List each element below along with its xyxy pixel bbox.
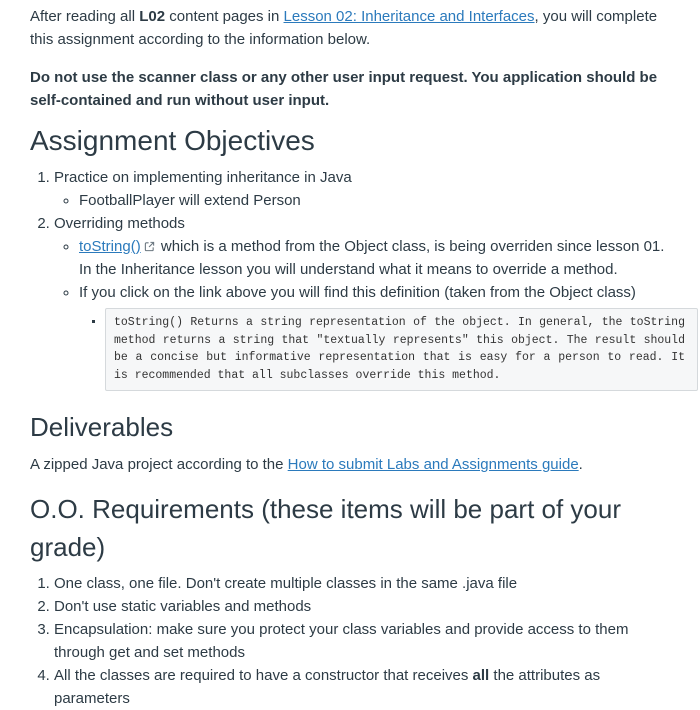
warning-paragraph: Do not use the scanner class or any other user input request. You application should be self-contained and run without user input. [30, 69, 658, 109]
objective-subitem-tostring: ◦ toString() which is a method from the Object class, is being overriden since lesson 01. In the Inheritance lesson you will understand what it means to override a method. [79, 235, 678, 281]
lesson-code: L02 [139, 8, 166, 25]
code-quote-item [105, 308, 685, 391]
objective-subitem-footballplayer: ◦ FootballPlayer will extend Person [79, 189, 678, 212]
deliverables-heading: Deliverables [30, 412, 174, 442]
objective-item-inheritance: 1. Practice on implementing inheritance in Java ◦ FootballPlayer will extend Person [54, 166, 678, 212]
requirement-item: 3. Encapsulation: make sure you protect your class variables and provide access to them through get and set methods [54, 618, 678, 664]
external-link-icon [144, 241, 155, 252]
lesson-link[interactable]: Lesson 02: Inheritance and Interfaces [283, 8, 535, 25]
requirements-list [30, 572, 678, 710]
requirement-item: 2. Don't use static variables and methods [54, 595, 678, 618]
tostring-definition-code: ▪ toString() Returns a string representation of the object. In general, the toString method returns a string that "textually represents" this object. The result should be a concise but informative representation that is easy for a person to read. It is recommended that all subclasses override this method. [105, 308, 698, 391]
requirement-item: 4. All the classes are required to have a constructor that receives all the attributes as parameters [54, 664, 678, 710]
submit-guide-link[interactable]: How to submit Labs and Assignments guide [287, 456, 579, 473]
objectives-heading: Assignment Objectives [30, 125, 315, 156]
requirement-item: 1. One class, one file. Don't create multiple classes in the same .java file [54, 572, 678, 595]
objectives-list [30, 166, 685, 391]
objective-subitem-definition: ◦ If you click on the link above you will find this definition (taken from the Object class) ▪ toString() Returns a string representation of the object. In general, the toString method returns a string that "textually represents" this object. The result should be a concise but informative representation that is easy for a person to read. It is recommended that all subclasses override this method. [79, 281, 678, 391]
deliverables-paragraph: A zipped Java project according to the How to submit Labs and Assignments guide. [30, 456, 583, 473]
tostring-link[interactable]: toString() [79, 238, 141, 255]
objective-item-overriding: 2. Overriding methods ◦ toString() which is a method from the Object class, is being overriden since lesson 01. In the Inheritance lesson you will understand what it means to override a method. ◦ If you click on the link above you will find this definition (taken from the Object class) ▪ toString() Returns a string representation of the object. In general, the toString method returns a string that "textually represents" this object. The result should be a concise but informative representation that is easy for a person to read. It is recommended that all subclasses override this method. [54, 212, 678, 391]
intro-paragraph: After reading all L02 content pages in Lesson 02: Inheritance and Interfaces, you will complete this assignment according to the information below. [30, 8, 658, 48]
requirements-heading: O.O. Requirements (these items will be part of your grade) [30, 494, 622, 562]
